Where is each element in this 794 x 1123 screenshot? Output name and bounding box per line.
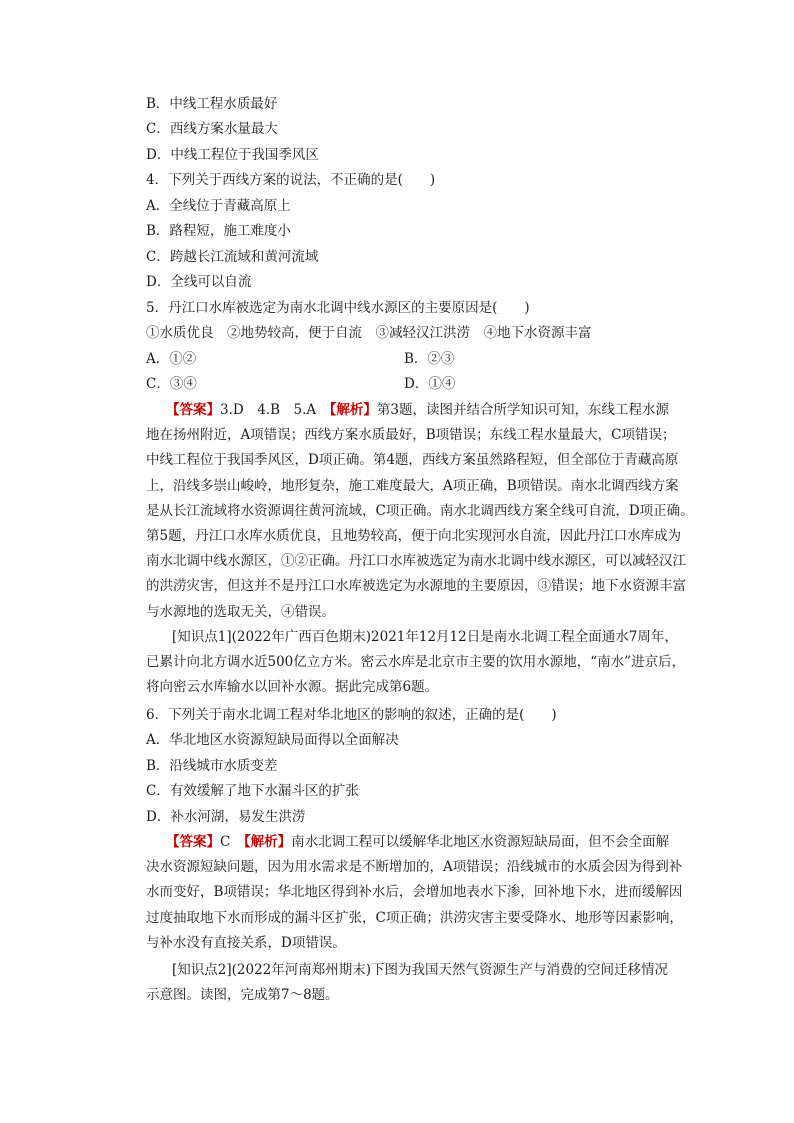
q6-option-a: A．华北地区水资源短缺局面得以全面解决 [146, 732, 399, 748]
answer2-line: 过度抽取地下水而形成的漏斗区扩张，C项正确；洪涝灾害主要受降水、地形等因素影响， [146, 909, 683, 926]
knowledge-point-1 [146, 625, 686, 701]
answer-block-2 [146, 830, 683, 956]
q6-stem: 6．下列关于南水北调工程对华北地区的影响的叙述，正确的是( ) [146, 707, 557, 723]
answer-block-1 [146, 398, 694, 625]
q4-option-d: D．全线可以自流 [146, 274, 252, 290]
kp1-line: 将向密云水库输水以回补水源。据此完成第6题。 [146, 679, 439, 696]
answer2-line: 与补水没有直接关系，D项错误。 [146, 934, 346, 951]
q5-option-c: C．③④ [146, 376, 197, 392]
answer1-line: 的洪涝灾害，但这并不是丹江口水库被选定为水源地的主要原因，③错误；地下水资源丰富 [146, 578, 686, 595]
q3-option-c: C．西线方案水量最大 [146, 121, 278, 137]
answer1-line: 上，沿线多崇山峻岭，地形复杂，施工难度最大，A项正确，B项错误。南水北调西线方案 [146, 477, 679, 494]
answer2-line: 南水北调工程可以缓解华北地区水资源短缺局面，但不会全面解 [291, 834, 670, 850]
knowledge-point-2 [146, 958, 669, 1008]
answer1-line: 地在扬州附近，A项错误；西线方案水质最好，B项错误；东线工程水量最大，C项错误； [146, 427, 676, 444]
answer-tag: 【答案】 [166, 402, 220, 418]
answer1-line: 第3题，读图并结合所学知识可知，东线工程水源 [376, 402, 669, 418]
kp1-line: 已累计向北方调水近500亿立方米。密云水库是北京市主要的饮用水源地，“南水”进京后， [146, 654, 686, 671]
answer1-first-line [146, 398, 669, 423]
q6-option-b: B．沿线城市水质变差 [146, 758, 278, 774]
q4-option-a: A．全线位于青藏高原上 [146, 198, 291, 214]
q5-stem: 5．丹江口水库被选定为南水北调中线水源区的主要原因是( ) [146, 300, 530, 316]
q5-option-d: D．①④ [404, 376, 456, 392]
q4-option-c: C．跨越长江流域和黄河流域 [146, 249, 319, 265]
answer2-line: 决水资源短缺问题，因为用水需求是不断增加的，A项错误；沿线城市的水质会因为得到补 [146, 859, 683, 876]
answer2-first-line [146, 830, 670, 855]
answer1-line: 第5题，丹江口水库水质优良，且地势较高，便于向北实现河水自流，因此丹江口水库成为 [146, 527, 682, 544]
q4-option-b: B．路程短，施工难度小 [146, 223, 291, 239]
answer2-text: C [220, 834, 244, 850]
answer1-line: 南水北调中线水源区，①②正确。丹江口水库被选定为南水北调中线水源区，可以减轻汉江 [146, 553, 686, 570]
q4-stem: 4．下列关于西线方案的说法，不正确的是( ) [146, 172, 436, 188]
answer1-line: 中线工程位于我国季风区，D项正确。第4题，西线方案虽然路程短，但全部位于青藏高原 [146, 452, 679, 469]
answer1-line: 与水源地的选取无关，④错误。 [146, 603, 335, 620]
kp2-line: 示意图。读图，完成第7～8题。 [146, 987, 339, 1004]
kp2-line: [知识点2](2022年河南郑州期末)下图为我国天然气资源生产与消费的空间迁移情况 [172, 962, 669, 978]
q3-option-d: D．中线工程位于我国季风区 [146, 147, 319, 163]
q5-option-a: A．①② [146, 351, 197, 367]
q5-statements: ①水质优良 ②地势较高，便于自流 ③减轻汉江洪涝 ④地下水资源丰富 [146, 325, 592, 341]
answer1-text: 3.D 4.B 5.A [220, 402, 330, 418]
analysis-tag: 【解析】 [329, 402, 377, 418]
q6-option-d: D．补水河湖，易发生洪涝 [146, 809, 306, 825]
q6-option-c: C．有效缓解了地下水漏斗区的扩张 [146, 783, 359, 799]
answer-tag: 【答案】 [166, 834, 220, 850]
analysis-tag: 【解析】 [243, 834, 292, 850]
answer1-line: 是从长江流域将水资源调往黄河流域，C项正确。南水北调西线方案全线可自流，D项正确。 [146, 502, 694, 519]
kp1-line: [知识点1](2022年广西百色期末)2021年12月12日是南水北调工程全面通水7周年， [172, 629, 678, 645]
q5-option-b: B．②③ [404, 351, 455, 367]
answer2-line: 水而变好，B项错误；华北地区得到补水后，会增加地表水下渗，回补地下水，进而缓解因 [146, 884, 683, 901]
q3-option-b: B．中线工程水质最好 [146, 96, 278, 112]
